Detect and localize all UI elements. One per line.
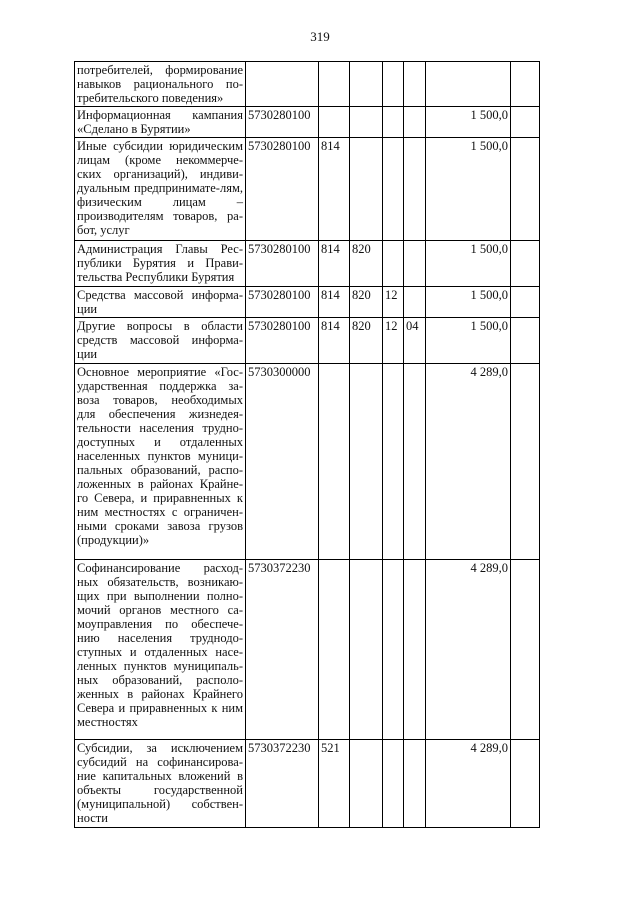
row-pr xyxy=(404,241,426,287)
table-row xyxy=(75,62,540,107)
row-sum: 4 289,0 xyxy=(426,740,511,828)
row-code: 5730300000 xyxy=(246,364,319,560)
row-gr xyxy=(350,740,383,828)
row-gr: 820 xyxy=(350,287,383,318)
row-vr: 814 xyxy=(319,138,350,241)
row-gr xyxy=(350,364,383,560)
row-sum: 4 289,0 xyxy=(426,560,511,740)
row-rz xyxy=(383,62,404,107)
row-code: 5730280100 xyxy=(246,107,319,138)
row-gr xyxy=(350,62,383,107)
row-rz: 12 xyxy=(383,287,404,318)
row-vr: 521 xyxy=(319,740,350,828)
row-vr xyxy=(319,364,350,560)
row-rz xyxy=(383,241,404,287)
row-extra xyxy=(511,241,540,287)
row-pr xyxy=(404,364,426,560)
row-code: 5730372230 xyxy=(246,740,319,828)
row-gr: 820 xyxy=(350,318,383,364)
row-sum: 1 500,0 xyxy=(426,287,511,318)
row-name: Софинансирование расход-ных обязательств, возникаю-щих при выполнении полно-мочий органов местного са-моуправления по обеспече-нию населения труднодо-ступных и отдаленных насе-ленных пунктов муниципаль-ных образований, располо-женных в районах Крайнего Севера и приравненных к ним местностях xyxy=(75,560,246,740)
row-gr xyxy=(350,107,383,138)
row-pr xyxy=(404,287,426,318)
row-vr: 814 xyxy=(319,318,350,364)
row-sum xyxy=(426,62,511,107)
table-row xyxy=(75,138,540,241)
row-sum: 1 500,0 xyxy=(426,241,511,287)
row-extra xyxy=(511,560,540,740)
row-code xyxy=(246,62,319,107)
row-sum: 1 500,0 xyxy=(426,138,511,241)
row-code: 5730280100 xyxy=(246,318,319,364)
row-name: Другие вопросы в области средств массовой информа-ции xyxy=(75,318,246,364)
table-row xyxy=(75,107,540,138)
row-name: потребителей, формирование навыков рационального по-требительского поведения» xyxy=(75,62,246,107)
row-sum: 1 500,0 xyxy=(426,107,511,138)
row-pr: 04 xyxy=(404,318,426,364)
row-name: Информационная кампания «Сделано в Бурятии» xyxy=(75,107,246,138)
row-extra xyxy=(511,62,540,107)
row-pr xyxy=(404,138,426,241)
row-extra xyxy=(511,364,540,560)
row-rz xyxy=(383,107,404,138)
row-name: Средства массовой информа-ции xyxy=(75,287,246,318)
row-pr xyxy=(404,740,426,828)
row-rz xyxy=(383,364,404,560)
row-extra xyxy=(511,740,540,828)
table-row xyxy=(75,318,540,364)
row-rz: 12 xyxy=(383,318,404,364)
row-pr xyxy=(404,107,426,138)
row-code: 5730372230 xyxy=(246,560,319,740)
row-code: 5730280100 xyxy=(246,287,319,318)
row-code: 5730280100 xyxy=(246,138,319,241)
row-vr: 814 xyxy=(319,241,350,287)
row-pr xyxy=(404,62,426,107)
row-gr xyxy=(350,138,383,241)
row-pr xyxy=(404,560,426,740)
row-name: Иные субсидии юридическим лицам (кроме некоммерче-ских организаций), индиви-дуальным предпринимате-лям, физическим лицам – производителям товаров, ра-бот, услуг xyxy=(75,138,246,241)
table-row xyxy=(75,287,540,318)
row-sum: 1 500,0 xyxy=(426,318,511,364)
row-gr: 820 xyxy=(350,241,383,287)
row-vr: 814 xyxy=(319,287,350,318)
row-rz xyxy=(383,560,404,740)
row-name: Администрация Главы Рес-публики Бурятия и Прави-тельства Республики Бурятия xyxy=(75,241,246,287)
table-row xyxy=(75,241,540,287)
row-extra xyxy=(511,318,540,364)
row-extra xyxy=(511,107,540,138)
row-name: Субсидии, за исключением субсидий на софинансирова-ние капитальных вложений в объекты государственной (муниципальной) собствен-ности xyxy=(75,740,246,828)
row-sum: 4 289,0 xyxy=(426,364,511,560)
table-row xyxy=(75,740,540,828)
budget-table xyxy=(74,61,540,828)
row-rz xyxy=(383,138,404,241)
row-code: 5730280100 xyxy=(246,241,319,287)
row-extra xyxy=(511,287,540,318)
table-row xyxy=(75,364,540,560)
row-vr xyxy=(319,560,350,740)
page-number: 319 xyxy=(310,29,330,44)
row-name: Основное мероприятие «Гос-ударственная поддержка за-воза товаров, необходимых для обеспечения жизнедея-тельности населения трудно-доступных и отдаленных населенных пунктов муници-пальных образований, распо-ложенных в районах Крайне-го Севера, и приравненных к ним местностях с ограничен-ными сроками завоза грузов (продукции)» xyxy=(75,364,246,560)
row-extra xyxy=(511,138,540,241)
row-vr xyxy=(319,107,350,138)
row-rz xyxy=(383,740,404,828)
row-vr xyxy=(319,62,350,107)
row-gr xyxy=(350,560,383,740)
table-row xyxy=(75,560,540,740)
